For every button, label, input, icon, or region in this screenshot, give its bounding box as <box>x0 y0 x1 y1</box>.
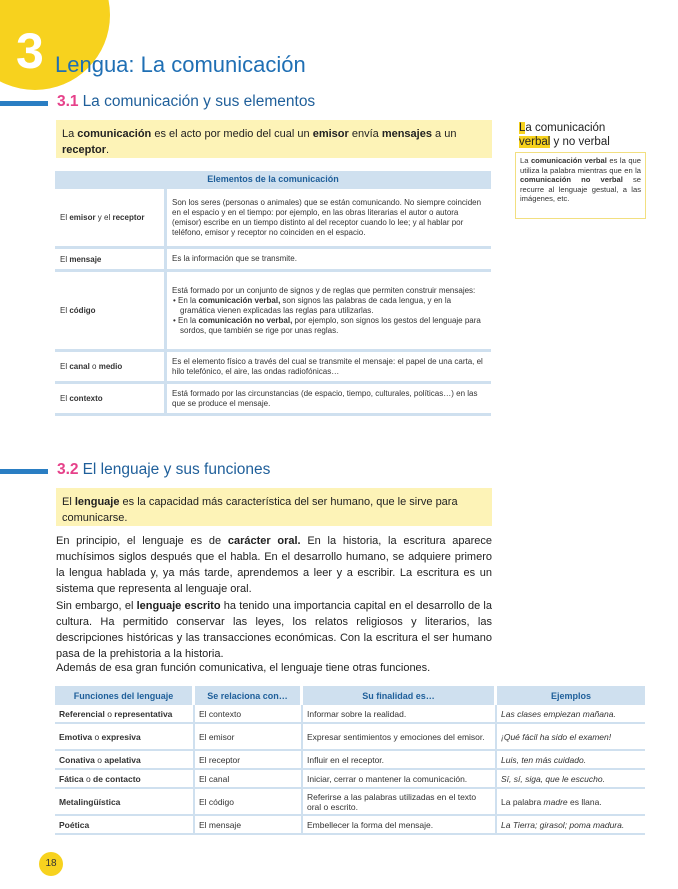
column-header: Ejemplos <box>497 686 645 705</box>
definition-box: La comunicación es el acto por medio del cual un emisor envía mensajes a un receptor. <box>56 120 492 158</box>
table-row: Emotiva o expresiva El emisor Expresar sentimientos y emociones del emisor. ¡Qué fácil ha sido el examen! <box>55 724 645 751</box>
column-header: Su finalidad es… <box>303 686 497 705</box>
column-header: Se relaciona con… <box>195 686 303 705</box>
page-number: 18 <box>39 852 63 876</box>
section-heading-3-1: 3.1 La comunicación y sus elementos <box>57 93 316 110</box>
table-row: El canal o medio Es el elemento físico a través del cual se transmite el mensaje: el papel de una carta, el hilo telefónico, el aire, las ondas radiofónicas… <box>55 352 491 384</box>
section-bar <box>0 101 48 106</box>
paragraph: Sin embargo, el lenguaje escrito ha tenido una importancia capital en el desarrollo de la cultura. Ha permitido conservar las leyes, los relatos religiosos y literarios, las descripciones históricas y las transacciones económicas. Con la escritura el ser humano pasa de la prehistoria a la historia. <box>56 600 492 660</box>
column-header: Funciones del lenguaje <box>55 686 195 705</box>
table-row: Poética El mensaje Embellecer la forma del mensaje. La Tierra; girasol; poma madura. <box>55 816 645 835</box>
table-row: El mensaje Es la información que se transmite. <box>55 249 491 272</box>
communication-elements-table <box>55 171 491 416</box>
language-functions-table <box>55 686 645 835</box>
table-row: El código Está formado por un conjunto de signos y de reglas que permiten construir mensajes: • En la comunicación verbal, son signos las palabras de cada lengua, y en la gramática vienen explicadas las reglas para utilizarlas. • En la comunicación no verbal, por ejemplo, son signos los gestos del lenguaje para sordos, que también se rige por unas reglas. <box>55 272 491 352</box>
sidebar-title: La comunicación verbal y no verbal <box>519 122 610 148</box>
chapter-title: Lengua: La comunicación <box>55 52 306 77</box>
section-heading-3-2: 3.2 El lenguaje y sus funciones <box>57 461 271 478</box>
table-row: El emisor y el receptor Son los seres (personas o animales) que se están comunicando. No siempre coinciden en el espacio y en el tiempo: por ejemplo, en las obras literarias el autor o autora (emisor) escribe en un tiempo distinto al del receptor cuando lo lee; y al hablar por teléfono, emisor y receptor no coinciden en el espacio. <box>55 189 491 249</box>
table-row: El contexto Está formado por las circunstancias (de espacio, tiempo, culturales, políticas…) en las que se produce el mensaje. <box>55 384 491 416</box>
definition-box: El lenguaje es la capacidad más característica del ser humano, que le sirve para comunicarse. <box>56 488 492 526</box>
table-row: Fática o de contacto El canal Iniciar, cerrar o mantener la comunicación. Sí, sí, siga, que le escucho. <box>55 770 645 789</box>
paragraph: En principio, el lenguaje es de carácter oral. En la historia, la escritura aparece muchísimos siglos después que el habla. En el desarrollo humano, se adquiere primero la lengua hablada y, ya más tarde, aprendemos a leer y a escribir. La escritura es un sistema que representa al lenguaje oral. <box>56 535 492 595</box>
table-header-row <box>55 686 645 705</box>
table-row: Metalingüística El código Referirse a las palabras utilizadas en el texto oral o escrito. La palabra madre es llana. <box>55 789 645 816</box>
paragraph: Además de esa gran función comunicativa, el lenguaje tiene otras funciones. <box>56 662 431 674</box>
table-header: Elementos de la comunicación <box>55 171 491 189</box>
sidebar-note: La comunicación verbal es la que utiliza la palabra mientras que en la comunicación no verbal se recurre al lenguaje gestual, a las imágenes, etc. <box>515 152 646 219</box>
table-row: Referencial o representativa El contexto Informar sobre la realidad. Las clases empiezan mañana. <box>55 705 645 724</box>
chapter-number: 3 <box>16 23 44 79</box>
table-row: Conativa o apelativa El receptor Influir en el receptor. Luis, ten más cuidado. <box>55 751 645 770</box>
section-bar <box>0 469 48 474</box>
